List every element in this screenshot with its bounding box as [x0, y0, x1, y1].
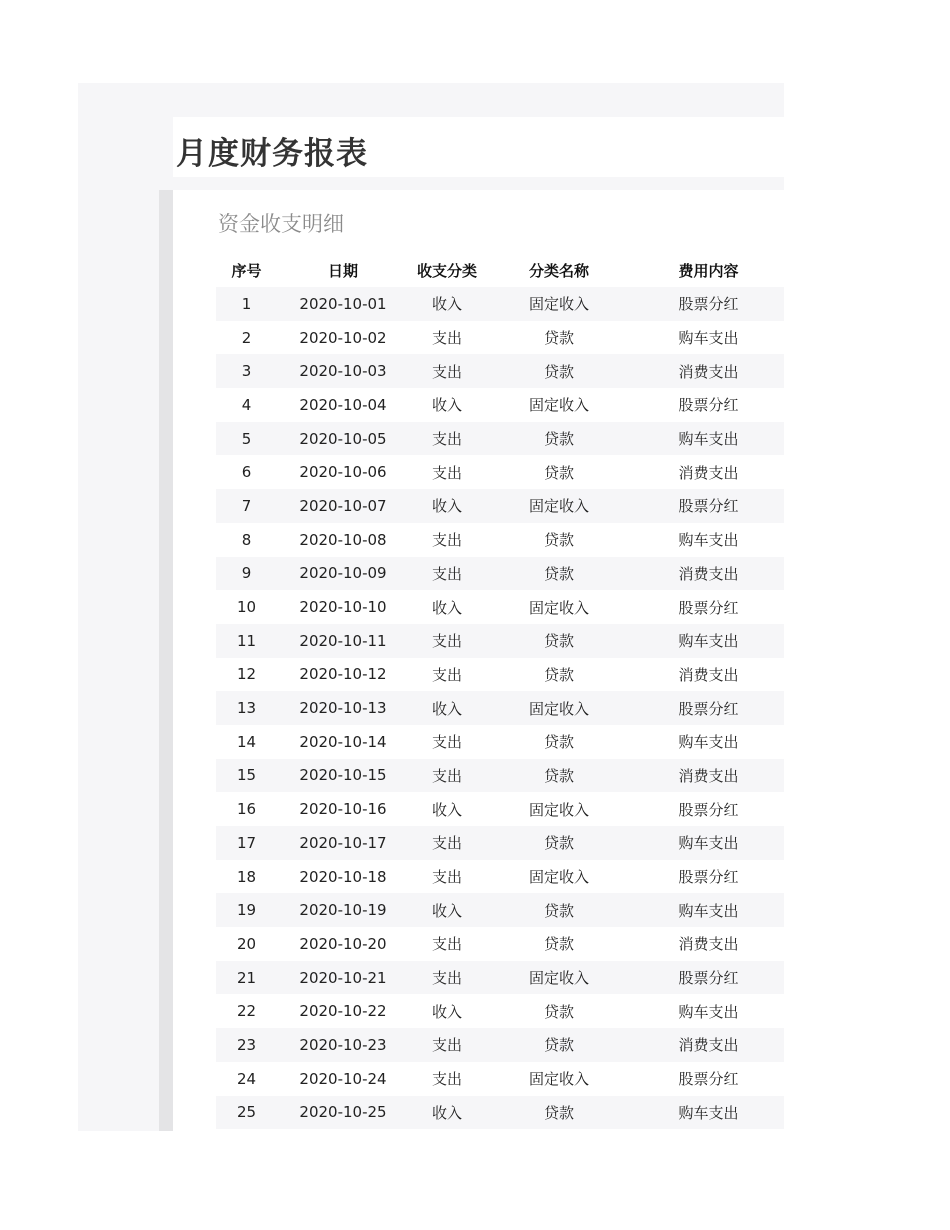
cell-index: 11	[216, 624, 277, 658]
cell-content: 购车支出	[633, 523, 784, 557]
cell-content: 消费支出	[633, 354, 784, 388]
cell-content: 购车支出	[633, 624, 784, 658]
left-accent-bar	[159, 190, 173, 1131]
cell-type: 支出	[409, 624, 485, 658]
cell-content: 消费支出	[633, 927, 784, 961]
cell-type: 支出	[409, 321, 485, 355]
cell-date: 2020-10-09	[277, 557, 409, 591]
cell-category: 贷款	[485, 523, 633, 557]
cell-category: 贷款	[485, 624, 633, 658]
ledger-body	[216, 287, 784, 1129]
cell-type: 收入	[409, 994, 485, 1028]
cell-content: 购车支出	[633, 1096, 784, 1130]
table-row	[216, 1062, 784, 1096]
table-row	[216, 422, 784, 456]
cell-content: 股票分红	[633, 1062, 784, 1096]
table-row	[216, 759, 784, 793]
cell-category: 固定收入	[485, 792, 633, 826]
table-row	[216, 826, 784, 860]
cell-content: 购车支出	[633, 725, 784, 759]
cell-date: 2020-10-21	[277, 961, 409, 995]
cell-content: 消费支出	[633, 455, 784, 489]
cell-type: 支出	[409, 523, 485, 557]
column-header-category: 分类名称	[528, 262, 589, 280]
cell-content: 股票分红	[633, 691, 784, 725]
table-row	[216, 590, 784, 624]
cell-date: 2020-10-08	[277, 523, 409, 557]
cell-content: 购车支出	[633, 826, 784, 860]
cell-type: 收入	[409, 590, 485, 624]
cell-category: 贷款	[485, 893, 633, 927]
cell-category: 贷款	[485, 1028, 633, 1062]
cell-type: 支出	[409, 759, 485, 793]
cell-index: 23	[216, 1028, 277, 1062]
cell-date: 2020-10-11	[277, 624, 409, 658]
cell-index: 16	[216, 792, 277, 826]
column-header-type: 收支分类	[416, 262, 477, 280]
table-row	[216, 961, 784, 995]
cell-content: 购车支出	[633, 893, 784, 927]
cell-content: 股票分红	[633, 489, 784, 523]
cell-index: 17	[216, 826, 277, 860]
table-row	[216, 927, 784, 961]
cell-index: 8	[216, 523, 277, 557]
cell-index: 14	[216, 725, 277, 759]
cell-content: 消费支出	[633, 759, 784, 793]
table-row	[216, 691, 784, 725]
cell-content: 股票分红	[633, 388, 784, 422]
table-row	[216, 321, 784, 355]
cell-index: 2	[216, 321, 277, 355]
cell-index: 25	[216, 1096, 277, 1130]
cell-content: 消费支出	[633, 1028, 784, 1062]
cell-type: 支出	[409, 961, 485, 995]
cell-index: 22	[216, 994, 277, 1028]
cell-index: 13	[216, 691, 277, 725]
cell-category: 固定收入	[485, 287, 633, 321]
cell-content: 购车支出	[633, 994, 784, 1028]
table-row	[216, 523, 784, 557]
cell-category: 固定收入	[485, 489, 633, 523]
cell-category: 贷款	[485, 994, 633, 1028]
cell-index: 4	[216, 388, 277, 422]
cell-index: 21	[216, 961, 277, 995]
cell-type: 支出	[409, 422, 485, 456]
cell-content: 消费支出	[633, 658, 784, 692]
cell-category: 贷款	[485, 321, 633, 355]
cell-type: 支出	[409, 354, 485, 388]
table-row	[216, 658, 784, 692]
cell-type: 支出	[409, 1062, 485, 1096]
cell-index: 6	[216, 455, 277, 489]
cell-category: 固定收入	[485, 590, 633, 624]
cell-category: 固定收入	[485, 388, 633, 422]
cell-date: 2020-10-18	[277, 860, 409, 894]
cell-date: 2020-10-01	[277, 287, 409, 321]
cell-date: 2020-10-22	[277, 994, 409, 1028]
cell-type: 收入	[409, 1096, 485, 1130]
cell-date: 2020-10-07	[277, 489, 409, 523]
ledger-table	[216, 254, 784, 1129]
section-title: 资金收支明细	[218, 212, 344, 236]
cell-category: 固定收入	[485, 691, 633, 725]
cell-category: 贷款	[485, 927, 633, 961]
cell-index: 1	[216, 287, 277, 321]
cell-category: 贷款	[485, 759, 633, 793]
cell-category: 贷款	[485, 725, 633, 759]
cell-type: 支出	[409, 725, 485, 759]
table-row	[216, 1096, 784, 1130]
page-title: 月度财务报表	[176, 136, 368, 172]
cell-index: 18	[216, 860, 277, 894]
cell-date: 2020-10-19	[277, 893, 409, 927]
column-header-date: 日期	[327, 262, 358, 280]
cell-date: 2020-10-06	[277, 455, 409, 489]
cell-index: 9	[216, 557, 277, 591]
cell-index: 20	[216, 927, 277, 961]
cell-type: 支出	[409, 860, 485, 894]
cell-category: 贷款	[485, 354, 633, 388]
cell-category: 贷款	[485, 455, 633, 489]
cell-date: 2020-10-25	[277, 1096, 409, 1130]
cell-index: 12	[216, 658, 277, 692]
column-header-index: 序号	[231, 262, 262, 280]
cell-type: 支出	[409, 557, 485, 591]
cell-date: 2020-10-17	[277, 826, 409, 860]
cell-category: 贷款	[485, 1096, 633, 1130]
table-row	[216, 1028, 784, 1062]
table-row	[216, 557, 784, 591]
table-row	[216, 354, 784, 388]
cell-content: 股票分红	[633, 961, 784, 995]
cell-content: 购车支出	[633, 422, 784, 456]
column-header-content: 费用内容	[678, 262, 739, 280]
cell-index: 10	[216, 590, 277, 624]
cell-category: 贷款	[485, 658, 633, 692]
cell-date: 2020-10-04	[277, 388, 409, 422]
table-row	[216, 489, 784, 523]
cell-index: 15	[216, 759, 277, 793]
cell-type: 支出	[409, 455, 485, 489]
cell-type: 收入	[409, 893, 485, 927]
cell-index: 3	[216, 354, 277, 388]
cell-content: 股票分红	[633, 590, 784, 624]
table-row	[216, 287, 784, 321]
cell-category: 贷款	[485, 826, 633, 860]
cell-index: 7	[216, 489, 277, 523]
cell-index: 24	[216, 1062, 277, 1096]
cell-category: 固定收入	[485, 1062, 633, 1096]
cell-content: 消费支出	[633, 557, 784, 591]
cell-category: 贷款	[485, 422, 633, 456]
cell-date: 2020-10-12	[277, 658, 409, 692]
cell-type: 收入	[409, 691, 485, 725]
cell-date: 2020-10-15	[277, 759, 409, 793]
cell-date: 2020-10-23	[277, 1028, 409, 1062]
cell-date: 2020-10-03	[277, 354, 409, 388]
header-row	[216, 254, 784, 287]
cell-type: 收入	[409, 287, 485, 321]
table-row	[216, 893, 784, 927]
cell-content: 购车支出	[633, 321, 784, 355]
cell-date: 2020-10-10	[277, 590, 409, 624]
cell-category: 固定收入	[485, 860, 633, 894]
table-row	[216, 792, 784, 826]
cell-date: 2020-10-05	[277, 422, 409, 456]
table-row	[216, 860, 784, 894]
cell-content: 股票分红	[633, 860, 784, 894]
cell-content: 股票分红	[633, 792, 784, 826]
table-row	[216, 455, 784, 489]
cell-type: 收入	[409, 388, 485, 422]
table-row	[216, 624, 784, 658]
cell-category: 贷款	[485, 557, 633, 591]
table-row	[216, 388, 784, 422]
cell-index: 19	[216, 893, 277, 927]
table-row	[216, 994, 784, 1028]
cell-type: 支出	[409, 1028, 485, 1062]
cell-type: 收入	[409, 489, 485, 523]
cell-date: 2020-10-02	[277, 321, 409, 355]
cell-date: 2020-10-24	[277, 1062, 409, 1096]
cell-date: 2020-10-16	[277, 792, 409, 826]
table-row	[216, 725, 784, 759]
cell-type: 支出	[409, 826, 485, 860]
cell-date: 2020-10-20	[277, 927, 409, 961]
cell-category: 固定收入	[485, 961, 633, 995]
cell-content: 股票分红	[633, 287, 784, 321]
cell-date: 2020-10-13	[277, 691, 409, 725]
cell-type: 收入	[409, 792, 485, 826]
cell-type: 支出	[409, 658, 485, 692]
cell-type: 支出	[409, 927, 485, 961]
cell-date: 2020-10-14	[277, 725, 409, 759]
cell-index: 5	[216, 422, 277, 456]
